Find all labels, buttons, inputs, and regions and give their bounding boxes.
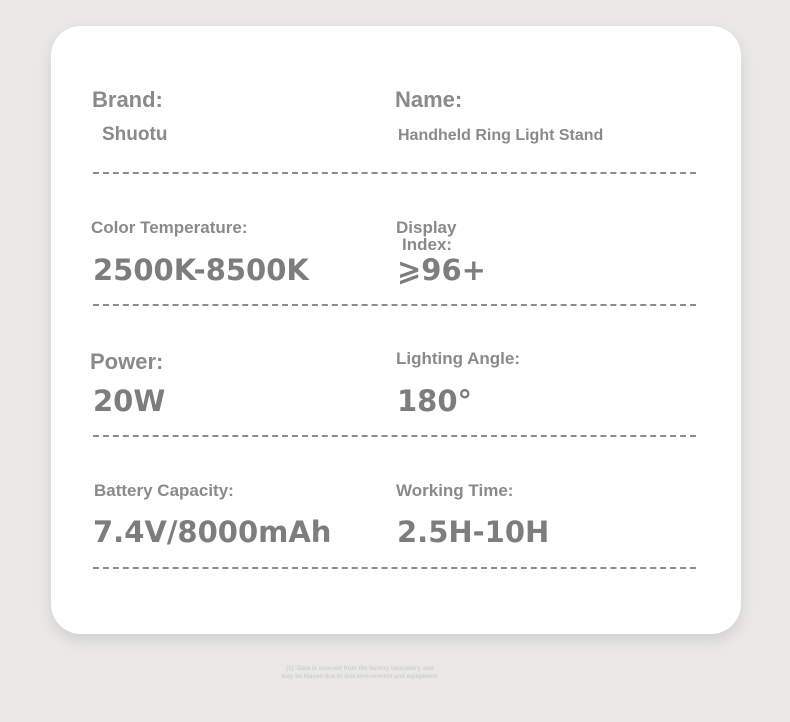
display-index-value: ⩾96+ bbox=[397, 253, 486, 287]
working-time-label: Working Time: bbox=[396, 481, 514, 500]
footnote-line-1: [1]: Data is sourced from the factory laboratory, and bbox=[286, 666, 434, 672]
lighting-angle-label: Lighting Angle: bbox=[396, 349, 521, 368]
name-value: Handheld Ring Light Stand bbox=[398, 127, 604, 144]
power-value: 20W bbox=[93, 384, 166, 418]
separator-line bbox=[93, 567, 696, 569]
power-label: Power: bbox=[90, 349, 164, 374]
brand-value: Shuotu bbox=[102, 124, 168, 145]
footnote-line-2: may be biased due to test environment and equipment. bbox=[281, 674, 439, 680]
display-index-label-line1: Display bbox=[396, 218, 457, 237]
lighting-angle-value: 180° bbox=[397, 384, 473, 418]
brand-label: Brand: bbox=[92, 87, 163, 112]
separator-line bbox=[93, 304, 696, 306]
color-temperature-label: Color Temperature: bbox=[91, 218, 248, 237]
name-label: Name: bbox=[395, 87, 463, 112]
battery-capacity-value: 7.4V/8000mAh bbox=[93, 515, 332, 549]
display-index-label-line2: Index: bbox=[402, 235, 453, 254]
footnote bbox=[230, 665, 490, 681]
separator-line bbox=[93, 435, 696, 437]
separator-line bbox=[93, 172, 696, 174]
working-time-value: 2.5H-10H bbox=[397, 515, 550, 549]
battery-capacity-label: Battery Capacity: bbox=[94, 481, 234, 500]
color-temperature-value: 2500K-8500K bbox=[93, 253, 309, 287]
